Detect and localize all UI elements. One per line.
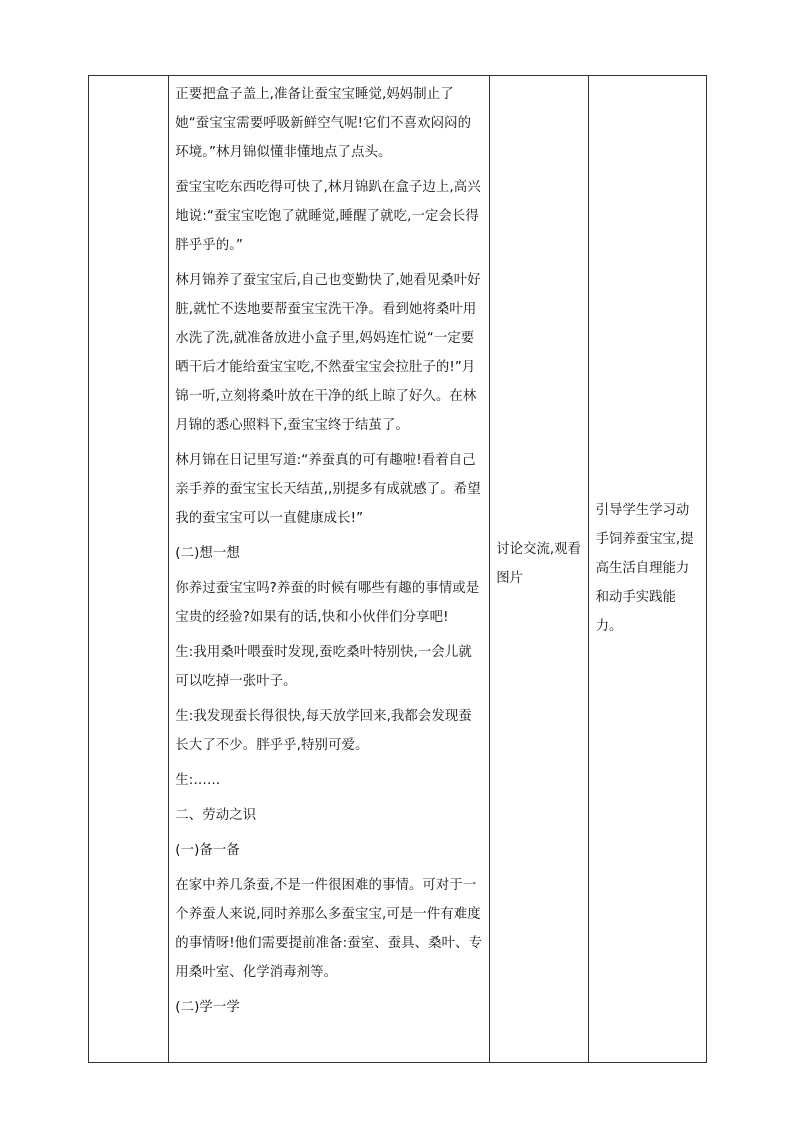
- paragraph: 生:……: [175, 773, 221, 788]
- student-activity-cell: [490, 76, 588, 1063]
- paragraph: 林月锦养了蚕宝宝后,自己也变勤快了,她看见桑叶好脏,就忙不迭地要帮蚕宝宝洗干净。看到她将桑叶用水洗了洗,就准备放进小盒子里,妈妈连忙说“一定要晒干后才能给蚕宝宝吃,不然蚕宝宝会拉肚子的!”月锦一听,立刻将桑叶放在干净的纸上晾了好久。在林月锦的悉心照料下,蚕宝宝终于结茧了。: [175, 273, 481, 433]
- section-heading: 二、劳动之识: [175, 808, 257, 823]
- section-heading: (二)想一想: [175, 546, 240, 561]
- blank-cell: [89, 76, 169, 1063]
- paragraph: 林月锦在日记里写道:“养蚕真的可有趣啦!看着自己亲手养的蚕宝宝长天结茧,,别提多有成就感了。希望我的蚕宝宝可以一直健康成长!”: [175, 453, 481, 526]
- paragraph: 生:我用桑叶喂蚕时发现,蚕吃桑叶特别快,一会儿就可以吃掉一张叶子。: [175, 645, 472, 689]
- design-intent-cell: [588, 76, 706, 1063]
- paragraph: 在家中养几条蚕,不是一件很困难的事情。可对于一个养蚕人来说,同时养那么多蚕宝宝,可是一件有难度的事情呀!他们需要提前准备:蚕室、蚕具、桑叶、专用桑叶室、化学消毒剂等。: [175, 878, 483, 980]
- paragraph: 蚕宝宝吃东西吃得可快了,林月锦趴在盒子边上,高兴地说:“蚕宝宝吃饱了就睡觉,睡醒了就吃,一定会长得胖乎乎的。”: [175, 180, 481, 253]
- table-row: [89, 76, 707, 1063]
- teaching-content-cell: [169, 76, 490, 1063]
- section-heading: (一)备一备: [175, 843, 240, 858]
- design-intent-text: 引导学生学习动手饲养蚕宝宝,提高生活自理能力和动手实践能力。: [595, 502, 694, 634]
- student-activity-text: 讨论交流,观看图片: [496, 542, 581, 586]
- section-heading: (二)学一学: [175, 1000, 240, 1015]
- lesson-plan-table: [88, 75, 707, 1063]
- paragraph: 生:我发现蚕长得很快,每天放学回来,我都会发现蚕长大了不少。胖乎乎,特别可爱。: [175, 709, 472, 753]
- paragraph: 你养过蚕宝宝吗?养蚕的时候有哪些有趣的事情或是宝贵的经验?如果有的话,快和小伙伴们分享吧!: [175, 581, 480, 625]
- paragraph: 正要把盒子盖上,准备让蚕宝宝睡觉,妈妈制止了她“蚕宝宝需要呼吸新鲜空气呢!它们不喜欢闷闷的环境。”林月锦似懂非懂地点了点头。: [175, 87, 472, 160]
